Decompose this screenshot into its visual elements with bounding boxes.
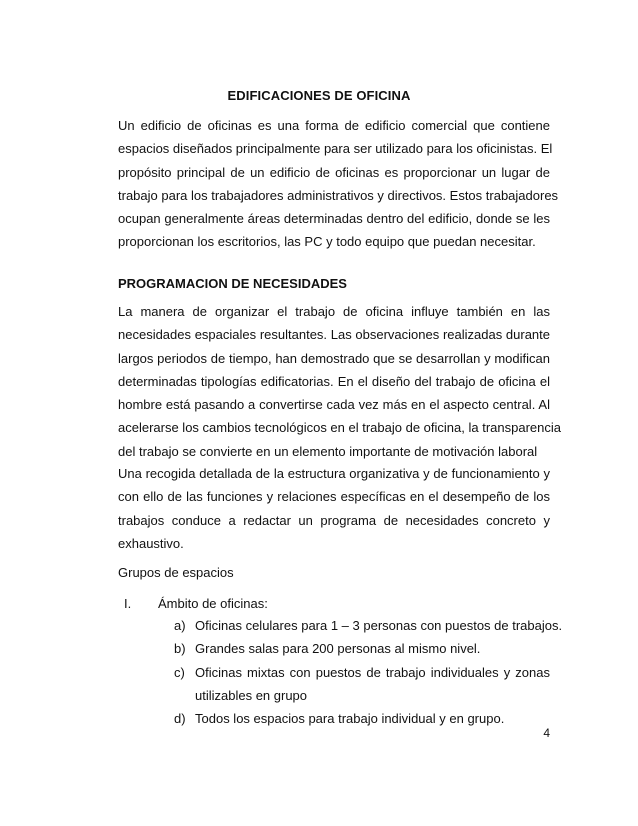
list-item (174, 637, 550, 660)
text-line: Oficinas mixtas con puestos de trabajo individuales y zonas (195, 664, 550, 680)
list-item-text: Ámbito de oficinas: (158, 596, 268, 611)
list-marker: b) (174, 641, 186, 657)
list-item (174, 661, 550, 708)
text-line: necesidades espaciales resultantes. Las observaciones realizadas durante (118, 327, 550, 343)
list-item (174, 707, 550, 730)
text-line: trabajo para los trabajadores administrativos y directivos. Estos trabajadores (118, 187, 559, 203)
groups-label: Grupos de espacios (118, 565, 234, 580)
text-line: Oficinas celulares para 1 – 3 personas con puestos de trabajos. (195, 618, 563, 633)
text-line: Una recogida detallada de la estructura organizativa y de funcionamiento y (118, 466, 550, 481)
body-paragraph-2 (118, 462, 550, 555)
text-line: exhaustivo. (118, 535, 184, 551)
text-line: determinadas tipologías edificatorias. En el diseño del trabajo de oficina el (118, 373, 550, 389)
list-marker: I. (124, 596, 132, 611)
list-marker: d) (174, 711, 186, 727)
text-line: largos periodos de tiempo, han demostrado que se desarrollan y modifican (118, 350, 550, 366)
list-marker: a) (174, 618, 186, 633)
roman-list-item (124, 596, 268, 611)
list-marker: c) (174, 664, 185, 680)
text-line: La manera de organizar el trabajo de oficina influye también en las (118, 304, 550, 319)
text-line: acelerarse los cambios tecnológicos en el trabajo de oficina, la transparencia (118, 420, 561, 436)
page-number: 4 (543, 726, 550, 740)
intro-paragraph (118, 114, 559, 254)
list-item (174, 614, 563, 637)
body-paragraph-1 (118, 300, 561, 463)
text-line: utilizables en grupo (195, 687, 308, 703)
text-line: Un edificio de oficinas es una forma de edificio comercial que contiene (118, 118, 550, 133)
text-line: hombre está pasando a convertirse cada vez más en el aspecto central. Al (118, 397, 550, 413)
text-line: Grandes salas para 200 personas al mismo nivel. (195, 641, 481, 657)
text-line: trabajos conduce a redactar un programa de necesidades concreto y (118, 512, 550, 528)
page-title: EDIFICACIONES DE OFICINA (227, 88, 411, 103)
text-line: con ello de las funciones y relaciones específicas en el desempeño de los (118, 489, 550, 505)
text-line: propósito principal de un edificio de oficinas es proporcionar un lugar de (118, 164, 550, 180)
text-line: proporcionan los escritorios, las PC y todo equipo que puedan necesitar. (118, 234, 536, 250)
text-line: espacios diseñados principalmente para ser utilizado para los oficinistas. El (118, 141, 553, 157)
text-line: del trabajo se convierte en un elemento importante de motivación laboral (118, 443, 538, 459)
text-line: Todos los espacios para trabajo individual y en grupo. (195, 711, 505, 727)
text-line: ocupan generalmente áreas determinadas dentro del edificio, donde se les (118, 211, 550, 227)
section-heading: PROGRAMACION DE NECESIDADES (118, 276, 347, 291)
sub-list (174, 614, 563, 730)
